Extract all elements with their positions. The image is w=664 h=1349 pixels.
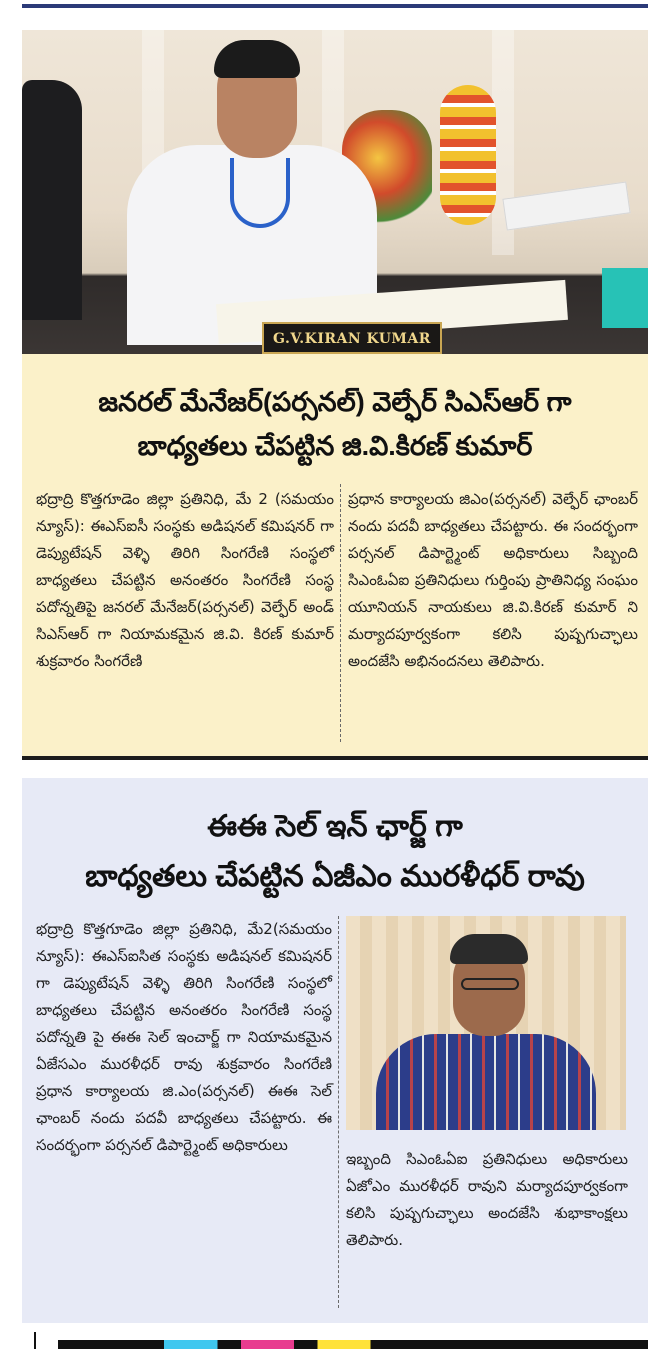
headline xyxy=(22,380,648,468)
flower-garland xyxy=(440,85,496,225)
person-body xyxy=(376,1034,596,1130)
photo-muralidhar-rao xyxy=(346,916,626,1130)
photo-kiran-kumar xyxy=(22,30,648,354)
body-column-left: భద్రాద్రి కొత్తగూడెం జిల్లా ప్రతినిధి, మే2(సమయం న్యూస్): ఈఎస్ఐసిత సంస్థకు అడిషనల్ కమిషనర్ గా డెప్యుటేషన్ వెళ్ళి తిరిగి సింగరేణి సంస్థలో బాధ్యతలు చేపట్టిన అనంతరం సింగరేణి సంస్థ పదోన్నతి పై ఈఈ సెల్ ఇంచార్జ్ గా నియామకమైన ఏజేసఎం మురళీధర్ రావు శుక్రవారం సింగరేణి ప్రధాన కార్యాలయ జి.ఎం(పర్సనల్) ఈఈ సెల్ ఛాంబర్ నందు పదవీ బాధ్యతలు చేపట్టారు. ఈ సందర్భంగా పర్సనల్ డిపార్ట్మెంట్ అధికారులు xyxy=(36,920,332,1154)
crop-mark xyxy=(34,1332,36,1349)
headline xyxy=(22,802,648,902)
column-divider xyxy=(340,484,341,742)
body-column-right: ప్రధాన కార్యాలయ జిఎం(పర్సనల్) వెల్ఫేర్ ఛాంబర్ నందు పదవీ బాధ్యతలు చేపట్టారు. ఈ సందర్భంగా పర్సనల్ డిపార్ట్మెంట్ అధికారులు సిబ్బంది సిఎంఓఏఐ ప్రతినిధులు గుర్తింపు ప్రాతినిధ్య సంఘం యూనియన్ నాయకులు జి.వి.కిరణ్ కుమార్ ని మర్యాదపూర్వకంగా కలిసి పుష్పగుచ్ఛాలు అందజేసి అభినందనలు తెలిపారు. xyxy=(348,490,638,670)
body-column-left: భద్రాద్రి కొత్తగూడెం జిల్లా ప్రతినిధి, మే 2 (సమయం న్యూస్): ఈఎస్ఐసీ సంస్థకు అడిషనల్ కమిషనర్ గా డెప్యుటేషన్ వెళ్ళి తిరిగి సింగరేణి సంస్థలో బాధ్యతలు చేపట్టిన అనంతరం సింగరేణి సంస్థ పదోన్నతిపై జనరల్ మేనేజర్(పర్సనల్) వెల్ఫేర్ అండ్ సిఎస్ఆర్ గా నియామకమైన జి.వి. కిరణ్ కుమార్ శుక్రవారం సింగరేణి xyxy=(36,490,334,670)
parcel xyxy=(502,181,630,230)
person-hair xyxy=(214,40,300,78)
article-kiran-kumar xyxy=(22,30,648,758)
article-muralidhar-rao xyxy=(22,778,648,1323)
headline-line-2: బాధ్యతలు చేపట్టిన జి.వి.కిరణ్ కుమార్ xyxy=(137,431,533,461)
column-divider xyxy=(338,916,339,1308)
id-lanyard xyxy=(230,158,290,228)
office-chair xyxy=(22,80,82,320)
body-column-right: ఇబ్బంది సిఎంఓఏఐ ప్రతినిధులు అధికారులు ఏజోఎం మురళీధర్ రావుని మర్యాదపూర్వకంగా కలిసి పుష్పగుచ్ఛాలు అందజేసి శుభాకాంక్షలు తెలిపారు. xyxy=(346,1150,628,1249)
eyeglasses xyxy=(461,978,519,990)
headline-line-1: ఈఈ సెల్ ఇన్ ఛార్జ్ గా xyxy=(207,810,463,843)
color-registration-bar xyxy=(58,1340,648,1349)
nameplate: G.V.KIRAN KUMAR xyxy=(262,322,442,354)
headline-line-2: బాధ్యతలు చేపట్టిన ఏజీఎం మురళీధర్ రావు xyxy=(85,860,585,893)
top-rule xyxy=(22,4,648,8)
headline-line-1: జనరల్ మేనేజర్(పర్సనల్) వెల్ఫేర్ సిఎస్ఆర్ గా xyxy=(98,387,572,417)
desk-tray xyxy=(602,268,648,328)
section-rule xyxy=(22,756,648,760)
person-hair xyxy=(450,934,528,964)
